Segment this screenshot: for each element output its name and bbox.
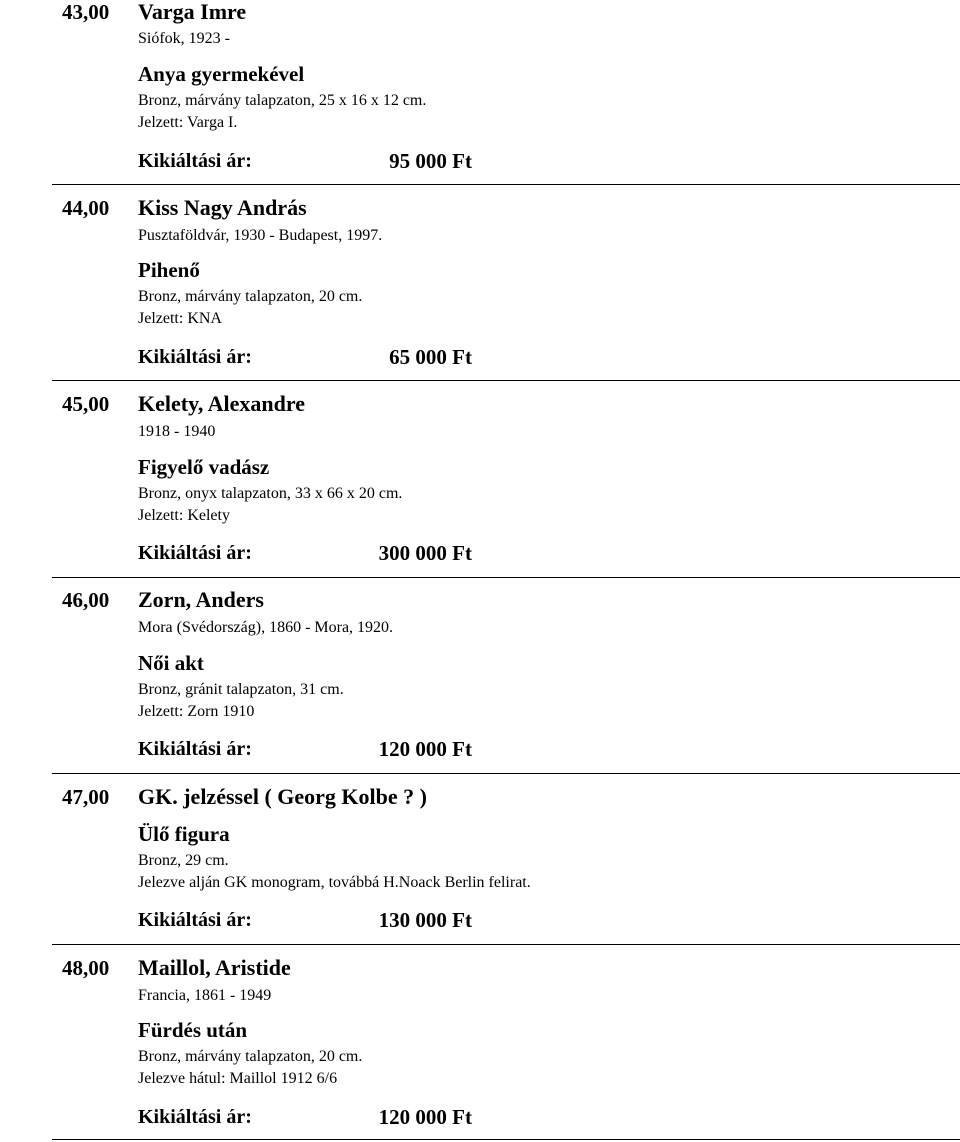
price-label: Kikiáltási ár:	[138, 738, 252, 760]
artist-bio: Francia, 1861 - 1949	[138, 987, 272, 1004]
price-value: 300 000 Ft	[378, 541, 472, 565]
artwork-signature: Jelzett: KNA	[138, 310, 222, 327]
artist-bio: Siófok, 1923 -	[138, 30, 230, 47]
artist-name: Kelety, Alexandre	[138, 391, 306, 416]
artwork-material: Bronz, márvány talapzaton, 25 x 16 x 12 cm.	[138, 92, 427, 109]
lot-number: 46,00	[62, 588, 110, 612]
divider	[52, 944, 960, 945]
price-label: Kikiáltási ár:	[138, 150, 252, 172]
artwork-material: Bronz, onyx talapzaton, 33 x 66 x 20 cm.	[138, 485, 403, 502]
artist-bio: Pusztaföldvár, 1930 - Budapest, 1997.	[138, 227, 383, 244]
artwork-signature: Jelezve hátul: Maillol 1912 6/6	[138, 1070, 338, 1087]
price-value: 120 000 Ft	[378, 1105, 472, 1129]
artwork-signature: Jelzett: Kelety	[138, 507, 230, 524]
artist-name: Varga Imre	[138, 0, 247, 24]
artist-name: Zorn, Anders	[138, 587, 264, 612]
lot-number: 43,00	[62, 0, 110, 24]
artwork-title: Figyelő vadász	[138, 455, 270, 479]
divider	[52, 773, 960, 774]
artist-bio: Mora (Svédország), 1860 - Mora, 1920.	[138, 619, 394, 636]
price-label: Kikiáltási ár:	[138, 1106, 252, 1128]
artwork-material: Bronz, márvány talapzaton, 20 cm.	[138, 1048, 363, 1065]
artist-bio: 1918 - 1940	[138, 423, 216, 440]
divider	[52, 577, 960, 578]
artwork-title: Női akt	[138, 651, 204, 675]
price-value: 65 000 Ft	[389, 345, 472, 369]
price-label: Kikiáltási ár:	[138, 542, 252, 564]
artwork-title: Fürdés után	[138, 1018, 248, 1042]
divider	[52, 1139, 960, 1140]
price-value: 130 000 Ft	[378, 908, 472, 932]
artist-name: Maillol, Aristide	[138, 955, 291, 980]
artist-name: Kiss Nagy András	[138, 195, 307, 220]
price-label: Kikiáltási ár:	[138, 909, 252, 931]
artwork-material: Bronz, 29 cm.	[138, 852, 229, 869]
lot-number: 45,00	[62, 392, 110, 416]
artwork-material: Bronz, márvány talapzaton, 20 cm.	[138, 288, 363, 305]
lot-number: 44,00	[62, 196, 110, 220]
artwork-title: Ülő figura	[138, 822, 230, 846]
lot-number: 47,00	[62, 785, 110, 809]
divider	[52, 184, 960, 185]
price-label: Kikiáltási ár:	[138, 346, 252, 368]
artwork-signature: Jelzett: Varga I.	[138, 114, 238, 131]
price-value: 120 000 Ft	[378, 737, 472, 761]
artwork-title: Anya gyermekével	[138, 62, 305, 86]
divider	[52, 380, 960, 381]
artist-name: GK. jelzéssel ( Georg Kolbe ? )	[138, 784, 427, 809]
artwork-signature: Jelzett: Zorn 1910	[138, 703, 255, 720]
artwork-signature: Jelezve alján GK monogram, továbbá H.Noack Berlin felirat.	[138, 874, 531, 891]
artwork-title: Pihenő	[138, 258, 200, 282]
lot-number: 48,00	[62, 956, 110, 980]
artwork-material: Bronz, gránit talapzaton, 31 cm.	[138, 681, 344, 698]
price-value: 95 000 Ft	[389, 149, 472, 173]
